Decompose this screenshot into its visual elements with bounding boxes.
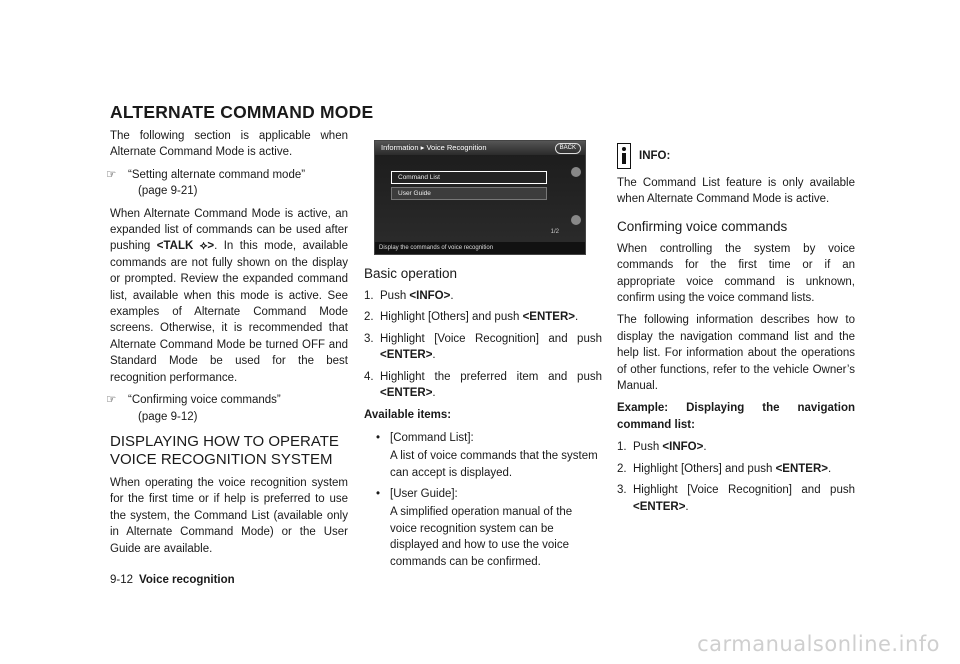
info-screen-figure — [374, 140, 586, 255]
scroll-up-icon — [571, 167, 581, 177]
screen-status-bar: Display the commands of voice recognition — [375, 242, 585, 254]
step-text-pre: Highlight the preferred item and push — [380, 370, 602, 383]
confirming-paragraph-2: The following information describes how to display the navigation command list and the help list. For information about the operations of other functions, refer to the vehicle Owner’s Manual. — [617, 314, 855, 393]
available-item — [376, 430, 602, 481]
alternate-mode-paragraph — [110, 206, 348, 386]
step-number: 2. — [617, 462, 627, 475]
step-text-pre: Highlight [Voice Recognition] and push — [380, 332, 602, 345]
screen-back-button: BACK — [555, 143, 581, 154]
available-items-list — [364, 430, 602, 570]
step-text-pre: Highlight [Voice Recognition] and push — [633, 484, 855, 497]
step-text — [633, 461, 855, 477]
talk-key: <TALK ⟡> — [156, 240, 215, 253]
step-key: <ENTER> — [633, 500, 686, 513]
screen-menu — [391, 171, 547, 203]
step-number: 4. — [364, 370, 374, 383]
reference-hand-icon: ☞ — [106, 168, 117, 181]
reference-title: “Setting alternate command mode” — [128, 168, 306, 181]
section-body: When operating the voice recognition system for the first time or if help is preferred to use the system, the Command List (available only in Alternate Command Mode) or the User Guide are available. — [110, 476, 348, 555]
step-key: <ENTER> — [380, 387, 433, 400]
step-text-post: . — [827, 462, 832, 475]
paragraph-text: . In this mode, available commands are not fully shown on the display or prompted. Review the expanded command list, available when this mode is active. See examples of Alternate Command Mode screens. Otherwise, it is recommended that Alternate Command Mode be turned OFF and Standard Mode be used for the best recognition performance. — [110, 240, 348, 384]
basic-steps — [364, 288, 602, 401]
screen-menu-item: User Guide — [391, 187, 547, 200]
step-text-pre: Push — [633, 441, 663, 454]
step-text-pre: Highlight [Others] and push — [380, 311, 523, 324]
page-heading: ALTERNATE COMMAND MODE — [110, 102, 374, 122]
info-note-text: The Command List feature is only available when Alternate Command Mode is active. — [617, 177, 855, 206]
step-text — [633, 439, 855, 455]
step-item — [617, 482, 855, 515]
screen-pager: 1/2 — [550, 228, 559, 235]
step-number: 1. — [364, 290, 374, 302]
screen-title: Information ▸ Voice Recognition — [375, 141, 585, 155]
paragraph-text: When Alternate Command Mode is active, an expanded list of commands can be used after pushing — [110, 207, 348, 253]
reference-setting-alternate — [106, 167, 348, 200]
step-text — [380, 288, 602, 304]
step-key: <ENTER> — [380, 349, 433, 362]
page-footer — [110, 572, 235, 588]
available-item-name: [User Guide]: — [390, 488, 458, 501]
available-item — [376, 486, 602, 570]
step-key: <ENTER> — [775, 462, 828, 475]
column-2 — [364, 128, 602, 575]
step-text-post: . — [703, 441, 707, 454]
step-text-pre: Push — [380, 290, 410, 302]
reference-confirming-commands — [106, 392, 348, 425]
step-key: <INFO> — [662, 441, 704, 454]
available-item-desc: A list of voice commands that the system can accept is displayed. — [390, 450, 598, 479]
bullet-icon: • — [376, 488, 381, 501]
confirming-paragraph-1: When controlling the system by voice commands for the first time or if an appropriate voice command is unknown, confirm using the voice command lists. — [617, 242, 855, 305]
bullet-icon: • — [376, 431, 381, 444]
step-item — [617, 461, 855, 477]
step-text-post: . — [450, 290, 454, 302]
footer-section: Voice recognition — [139, 574, 235, 586]
watermark: carmanualsonline.info — [697, 632, 940, 656]
step-item — [364, 309, 602, 325]
step-text-pre: Highlight [Others] and push — [633, 462, 776, 475]
step-key: <ENTER> — [522, 311, 575, 324]
step-number: 3. — [364, 332, 374, 345]
available-item-name: [Command List]: — [390, 431, 474, 444]
info-icon — [617, 143, 631, 169]
scroll-down-icon — [571, 215, 581, 225]
step-text-post: . — [432, 387, 436, 400]
step-number: 2. — [364, 311, 374, 324]
reference-title: “Confirming voice commands” — [128, 394, 281, 407]
available-item-body — [390, 430, 602, 481]
available-item-body — [390, 486, 602, 570]
intro-paragraph: The following section is applicable when Alternate Command Mode is active. — [110, 130, 348, 159]
example-title: Example: Displaying the navigation command list: — [617, 402, 855, 431]
column-3 — [617, 135, 855, 520]
step-number: 1. — [617, 441, 627, 454]
step-item — [364, 288, 602, 304]
step-item — [617, 439, 855, 455]
available-items-title: Available items: — [364, 409, 452, 422]
reference-page: (page 9-12) — [138, 410, 198, 423]
step-text — [380, 331, 602, 364]
info-note-header — [617, 143, 855, 169]
step-text-post: . — [432, 349, 436, 362]
example-steps — [617, 439, 855, 515]
column-1 — [106, 128, 348, 563]
step-item — [364, 331, 602, 364]
basic-operation-title: Basic operation — [364, 266, 458, 281]
step-text-post: . — [685, 500, 689, 513]
step-item — [364, 369, 602, 402]
step-number: 3. — [617, 484, 627, 497]
footer-page-number: 9-12 — [110, 574, 134, 586]
reference-page: (page 9-21) — [138, 185, 198, 198]
confirming-title: Confirming voice commands — [617, 218, 788, 234]
step-text-post: . — [574, 311, 579, 324]
section-title: DISPLAYING HOW TO OPERATE VOICE RECOGNITION SYSTEM — [110, 432, 339, 468]
reference-hand-icon: ☞ — [106, 394, 117, 407]
available-item-desc: A simplified operation manual of the voice recognition system can be displayed and how to use the voice commands can be confirmed. — [390, 506, 573, 568]
step-text — [380, 369, 602, 402]
screen-menu-item: Command List — [391, 171, 547, 184]
step-text — [380, 309, 602, 325]
step-key: <INFO> — [409, 290, 451, 302]
step-text — [633, 482, 855, 515]
screen-scrollbar — [571, 167, 581, 227]
info-label: INFO: — [639, 150, 671, 163]
